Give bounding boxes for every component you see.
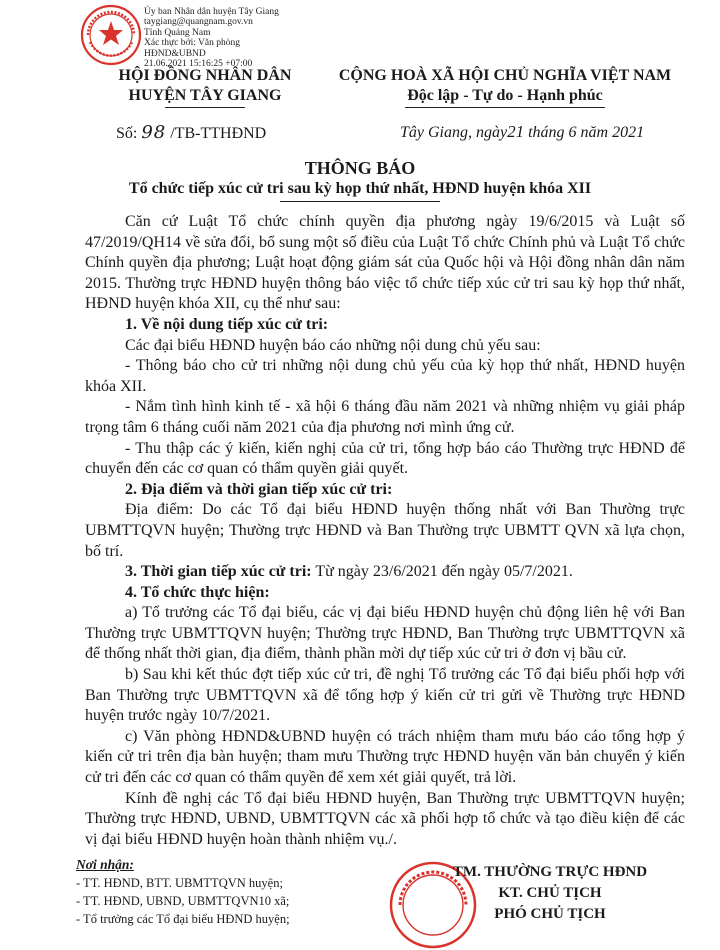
divider bbox=[405, 107, 605, 108]
section-3 bbox=[85, 562, 685, 583]
so-number-handwritten: 98 bbox=[141, 122, 167, 143]
sig-line: Tỉnh Quảng Nam bbox=[144, 27, 211, 38]
date-prefix: Tây Giang, ngày bbox=[400, 124, 508, 141]
red-seal-icon bbox=[80, 4, 142, 66]
paragraph: c) Văn phòng HĐND&UBND huyện có trách nhiệm tham mưu báo cáo tổng hợp ý kiến cử tri trên địa bàn huyện; tham mưu Thường trực HĐND huyện văn bản chuyển ý kiến cử tri đến các cơ quan có thẩm quyền để xem xét giải quyết, trả lời. bbox=[85, 727, 685, 787]
date-day-handwritten: 21 bbox=[507, 122, 525, 141]
signature-text bbox=[144, 7, 279, 69]
section-heading: 4. Tổ chức thực hiện: bbox=[125, 583, 270, 601]
recipient-item: - TT. HĐND, UBND, UBMTTQVN10 xã; bbox=[76, 894, 290, 908]
so-prefix: Số: bbox=[116, 125, 142, 142]
paragraph: a) Tổ trưởng các Tổ đại biểu, các vị đại biểu HĐND huyện chủ động liên hệ với Ban Thường trực UBMTTQVN huyện; Thường trực HĐND, Ban Thường trực UBMTTQVN xã để thống nhất thời gian, địa điểm, thành phần mời dự tiếp xúc cử tri ở đơn vị bầu cử. bbox=[85, 604, 685, 663]
signatory-block bbox=[400, 862, 700, 925]
document-number bbox=[116, 122, 266, 143]
paragraph: Địa điểm: Do các Tổ đại biểu HĐND huyện thống nhất với Ban Thường trực UBMTTQVN huyện; Thường trực HĐND và Ban Thường trực UBMTT QVN xã lựa chọn, bố trí. bbox=[85, 501, 685, 560]
section-heading: 3. Thời gian tiếp xúc cử tri: bbox=[125, 563, 312, 581]
document-body bbox=[85, 212, 685, 850]
section-heading: 1. Về nội dung tiếp xúc cử tri: bbox=[125, 315, 329, 333]
recipients-block bbox=[76, 856, 406, 928]
document-subtitle: Tổ chức tiếp xúc cử tri sau kỳ họp thứ nhất, HĐND huyện khóa XII bbox=[128, 180, 592, 197]
sig-line: 21.06.2021 15:16:25 +07:00 bbox=[144, 59, 253, 70]
nation-name: CỘNG HOÀ XÃ HỘI CHỦ NGHĨA VIỆT NAM bbox=[338, 67, 672, 84]
section-text: Từ ngày 23/6/2021 đến ngày 05/7/2021. bbox=[311, 563, 573, 581]
paragraph: - Thông báo cho cử tri những nội dung chủ yếu của kỳ họp thứ nhất, HĐND huyện khóa XII. bbox=[85, 357, 685, 395]
section-heading: 2. Địa điểm và thời gian tiếp xúc cử tri: bbox=[125, 480, 393, 498]
recipients-label: Nơi nhận: bbox=[76, 857, 134, 872]
org-line1: HỘI ĐỒNG NHÂN DÂN bbox=[118, 67, 292, 84]
divider bbox=[280, 201, 440, 202]
digital-signature-block bbox=[80, 4, 340, 70]
org-line2: HUYỆN TÂY GIANG bbox=[128, 87, 282, 104]
sig-line: Xác thực bởi: Văn phòng bbox=[144, 38, 241, 49]
date-suffix: tháng 6 năm 2021 bbox=[524, 124, 645, 141]
sig-line: Ủy ban Nhân dân huyện Tây Giang bbox=[144, 7, 279, 17]
document-date bbox=[400, 122, 644, 142]
paragraph: Căn cứ Luật Tổ chức chính quyền địa phương ngày 19/6/2015 và Luật số 47/2019/QH14 về sửa đổi, bổ sung một số điều của Luật Tổ chức Chính phủ và Luật Tổ chức Chính quyền địa phương; Luật hoạt động giám sát của Quốc hội và Hội đồng nhân dân năm 2015. Thường trực HĐND huyện thông báo việc tổ chức tiếp xúc cử tri sau kỳ họp thứ nhất, HĐND huyện khóa XII, cụ thể như sau: bbox=[85, 213, 685, 313]
recipient-item: - TT. HĐND, BTT. UBMTTQVN huyện; bbox=[76, 876, 283, 890]
paragraph: - Thu thập các ý kiến, kiến nghị của cử tri, tổng hợp báo cáo Thường trực HĐND để chuyển đến các cơ quan có thẩm quyền giải quyết. bbox=[85, 439, 685, 478]
national-header bbox=[320, 66, 690, 108]
paragraph: Các đại biểu HĐND huyện báo cáo những nội dung chủ yếu sau: bbox=[125, 336, 541, 354]
document-title: THÔNG BÁO bbox=[304, 158, 416, 178]
signatory-line3: PHÓ CHỦ TỊCH bbox=[494, 906, 606, 922]
paragraph: b) Sau khi kết thúc đợt tiếp xúc cử tri, đề nghị Tổ trưởng các Tổ đại biểu phối hợp với Ban Thường trực UBMTTQVN xã để tổng hợp ý kiến cử tri gửi về Thường trực HĐND huyện trước ngày 10/7/2021. bbox=[85, 666, 685, 725]
signatory-line2: KT. CHỦ TỊCH bbox=[498, 885, 602, 901]
motto: Độc lập - Tự do - Hạnh phúc bbox=[407, 87, 603, 104]
sig-line: taygiang@quangnam.gov.vn bbox=[144, 17, 253, 28]
issuing-organization bbox=[80, 66, 330, 108]
sig-line: HĐND&UBND bbox=[144, 48, 206, 59]
divider bbox=[165, 107, 245, 108]
paragraph: Kính đề nghị các Tổ đại biểu HĐND huyện, Ban Thường trực UBMTTQVN huyện; Thường trực HĐND, UBND, UBMTTQVN các xã phối hợp tổ chức và tạo điều kiện để các vị đại biểu HĐND huyện hoàn thành nhiệm vụ./. bbox=[85, 789, 685, 848]
so-suffix: /TB-TTHĐND bbox=[166, 125, 267, 142]
paragraph: - Nắm tình hình kinh tế - xã hội 6 tháng đầu năm 2021 và những nhiệm vụ giải pháp trọng tâm 6 tháng cuối năm 2021 của địa phương nơi mình ứng cử. bbox=[85, 398, 685, 436]
signatory-line1: TM. THƯỜNG TRỰC HĐND bbox=[452, 864, 648, 880]
recipient-item: - Tổ trưởng các Tổ đại biểu HĐND huyện; bbox=[76, 912, 290, 926]
